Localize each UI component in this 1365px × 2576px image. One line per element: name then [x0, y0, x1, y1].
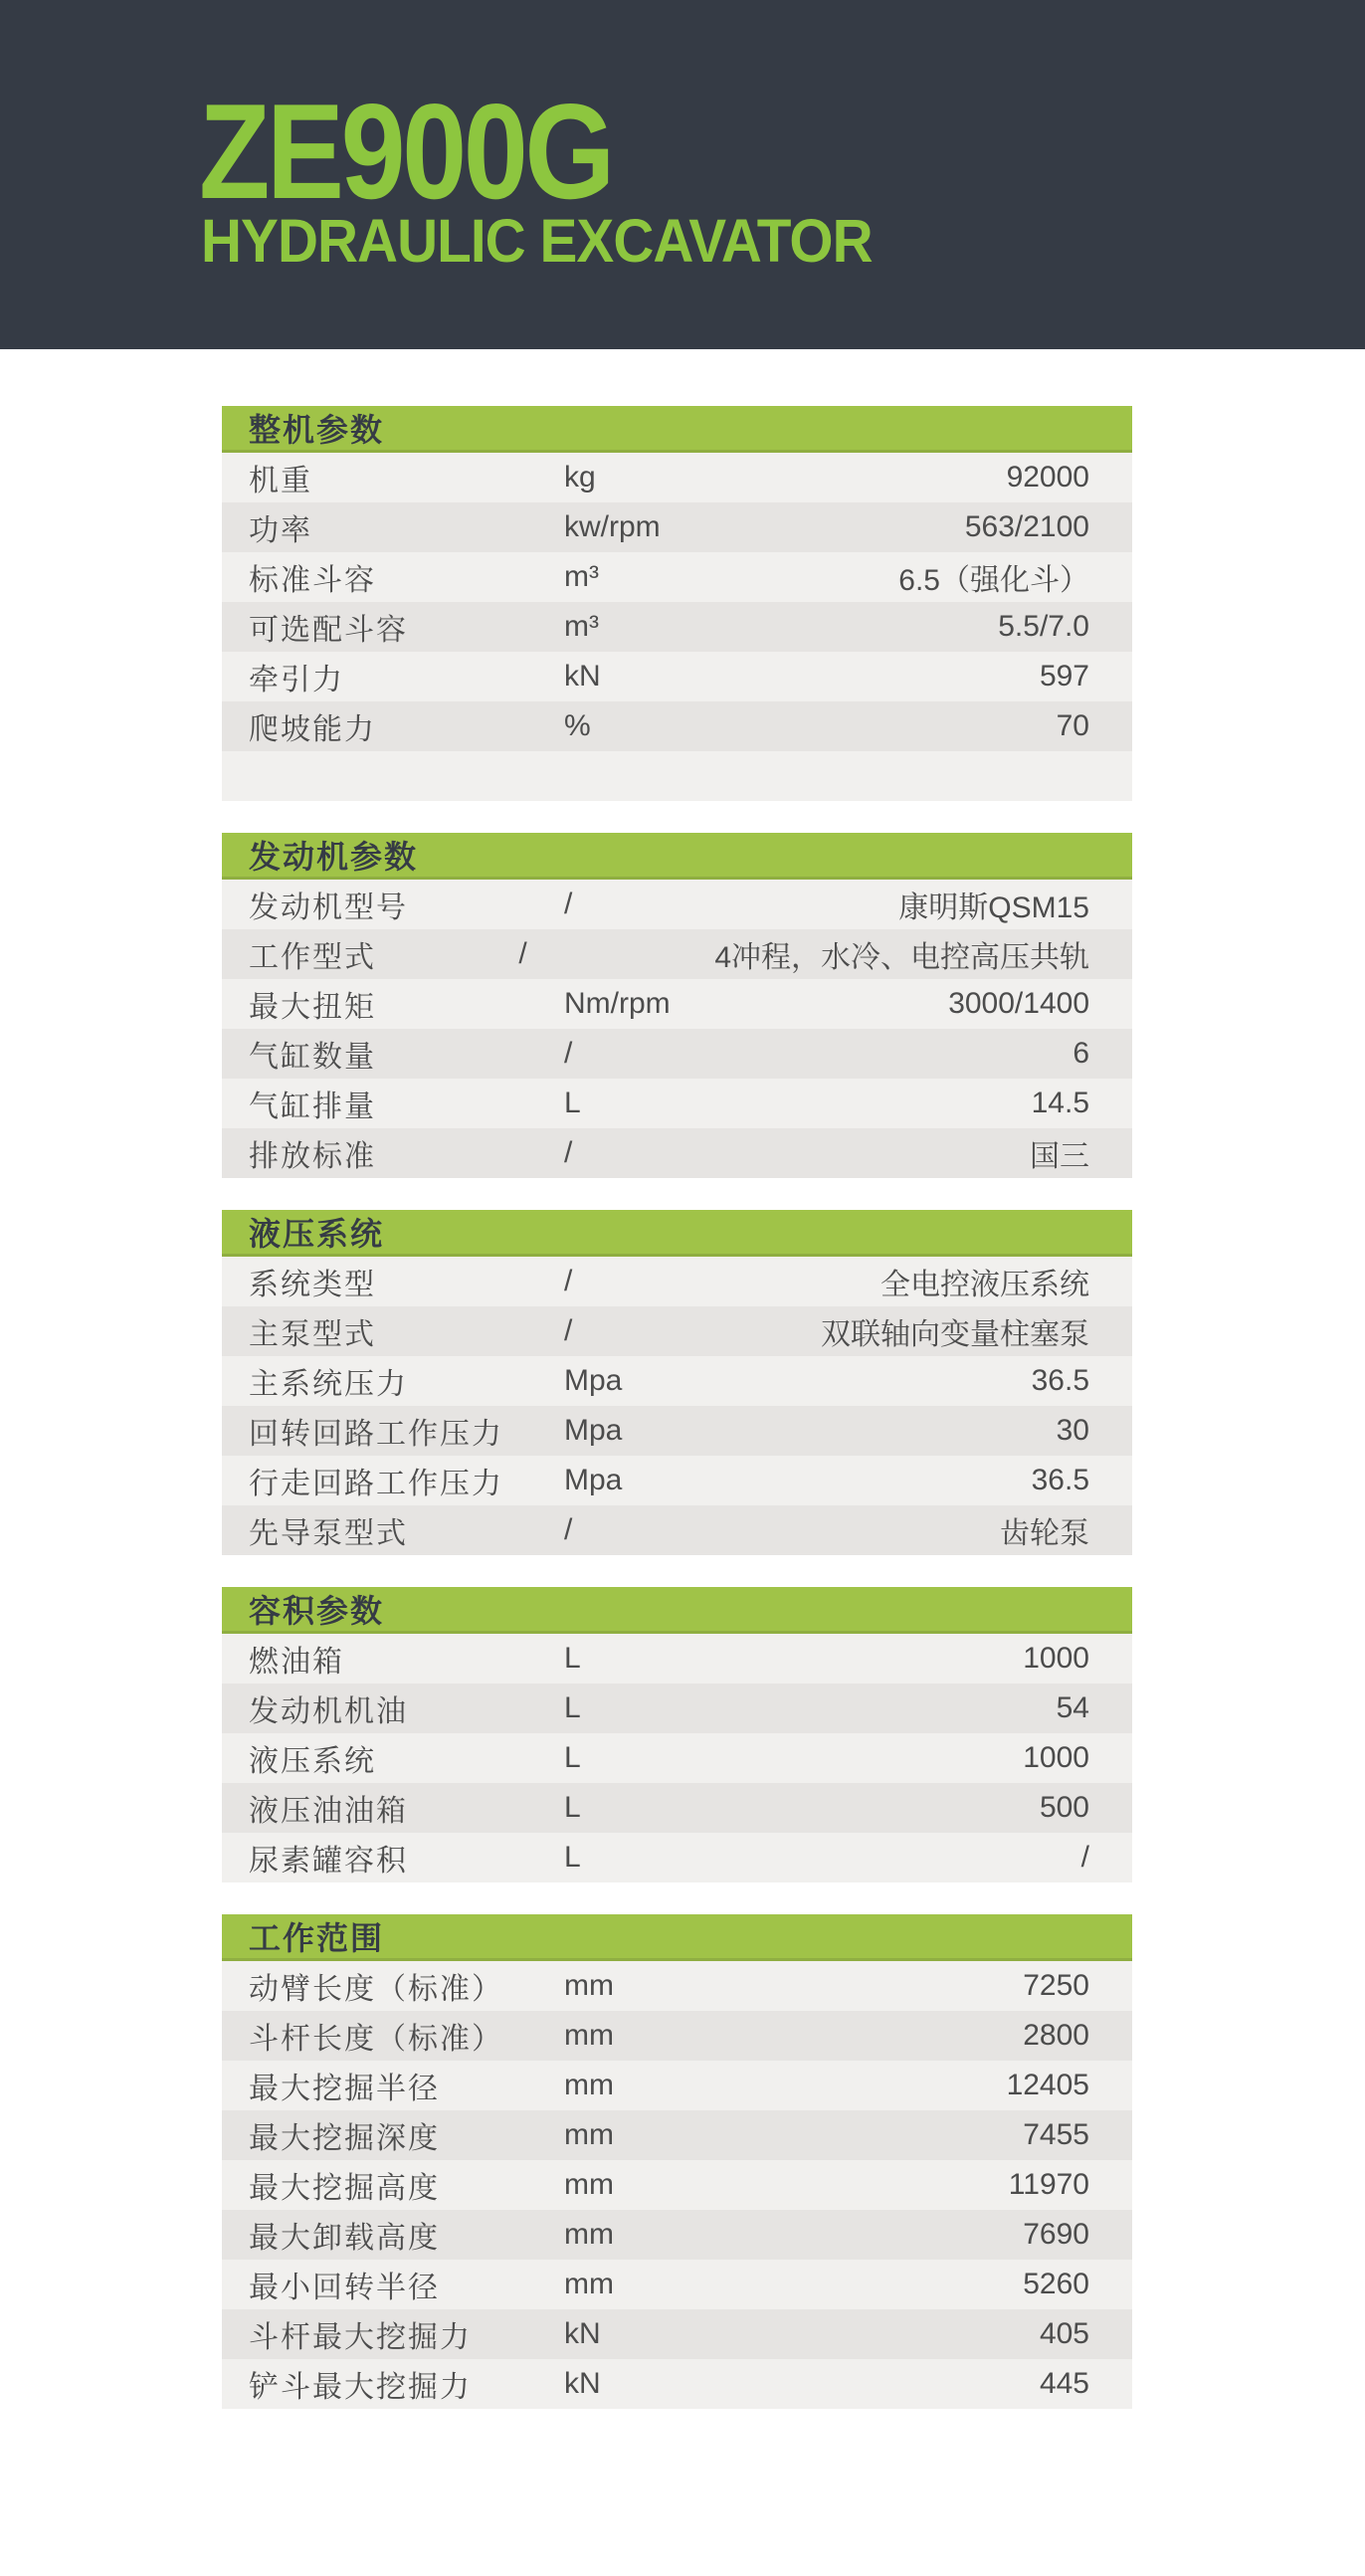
spec-row — [222, 2260, 1132, 2309]
spec-row-value: 6 — [1072, 1037, 1089, 1070]
spec-row-label: 最大挖掘半径 — [249, 2073, 440, 2105]
spec-row-label: 牵引力 — [249, 664, 344, 696]
spec-row-label: 气缸排量 — [249, 1090, 376, 1123]
spec-row-label: 行走回路工作压力 — [249, 1468, 503, 1500]
spec-table-body — [222, 453, 1132, 801]
spec-row — [222, 2061, 1132, 2110]
spec-row-unit: Mpa — [564, 1364, 623, 1397]
spec-table-title-bar — [222, 406, 1132, 453]
spec-row-unit: L — [564, 1741, 581, 1774]
spec-row — [222, 1128, 1132, 1178]
spec-row — [222, 1961, 1132, 2011]
spec-row-unit: L — [564, 1791, 581, 1824]
spec-row — [222, 880, 1132, 929]
spec-row — [222, 2210, 1132, 2260]
model-subtitle: HYDRAULIC EXCAVATOR — [201, 207, 873, 275]
spec-row-value: 92000 — [1006, 461, 1089, 494]
spec-row-label: 功率 — [249, 514, 312, 547]
spec-row — [222, 1356, 1132, 1406]
spec-row-value: 6.5（强化斗） — [898, 564, 1089, 597]
spec-row-value: 国三 — [1030, 1140, 1089, 1173]
spec-table — [222, 406, 1132, 801]
spec-row-unit: Nm/rpm — [564, 987, 671, 1020]
spec-row — [222, 652, 1132, 701]
spec-row-value: 7690 — [1023, 2218, 1089, 2251]
spec-row-label: 铲斗最大挖掘力 — [249, 2371, 472, 2404]
spec-row-label: 排放标准 — [249, 1140, 376, 1173]
spec-row-value: 全电控液压系统 — [880, 1269, 1089, 1301]
spec-row — [222, 1306, 1132, 1356]
spec-table-title: 发动机参数 — [249, 839, 419, 875]
spec-row — [222, 1079, 1132, 1128]
spec-row-value: 563/2100 — [964, 510, 1089, 543]
spec-row-unit: / — [564, 1314, 573, 1347]
spec-row — [222, 1783, 1132, 1833]
spec-row — [222, 1029, 1132, 1079]
spec-row-label: 主系统压力 — [249, 1368, 408, 1401]
spec-row-value: 445 — [1039, 2367, 1089, 2400]
spec-row-value: 7250 — [1023, 1969, 1089, 2002]
spec-row — [222, 2359, 1132, 2409]
spec-row-unit: / — [564, 888, 573, 920]
spec-table — [222, 833, 1132, 1178]
spec-table-title: 容积参数 — [249, 1593, 385, 1629]
spec-row-label: 最大扭矩 — [249, 991, 376, 1024]
spec-row-value: 11970 — [1008, 2168, 1089, 2201]
spec-row-value: 1000 — [1023, 1642, 1089, 1675]
spec-table-title-bar — [222, 1914, 1132, 1961]
spec-row-value: 54 — [1056, 1691, 1089, 1724]
spec-row-label: 发动机型号 — [249, 892, 408, 924]
spec-row-unit: mm — [564, 1969, 614, 2002]
spec-row-unit: mm — [564, 2218, 614, 2251]
spec-row-value: 30 — [1056, 1414, 1089, 1447]
spec-row-value: 14.5 — [1031, 1087, 1089, 1119]
spec-row-label: 主泵型式 — [249, 1318, 376, 1351]
spec-tables — [222, 349, 1132, 2409]
spec-row-unit: Mpa — [564, 1414, 623, 1447]
spec-row-unit: / — [564, 1136, 573, 1169]
spec-row-label: 液压油油箱 — [249, 1795, 408, 1828]
spec-row-value: 5260 — [1023, 2268, 1089, 2300]
spec-table-title-bar — [222, 833, 1132, 880]
spec-row-unit: L — [564, 1691, 581, 1724]
spec-row — [222, 2309, 1132, 2359]
spec-row-label: 液压系统 — [249, 1745, 376, 1778]
spec-row — [222, 2160, 1132, 2210]
spec-row — [222, 2011, 1132, 2061]
spec-row-value: 36.5 — [1031, 1464, 1089, 1496]
spec-table-title: 液压系统 — [249, 1216, 385, 1252]
spec-row-value: 36.5 — [1031, 1364, 1089, 1397]
spec-row-label: 斗杆最大挖掘力 — [249, 2321, 472, 2354]
spec-row-unit: mm — [564, 2118, 614, 2151]
spec-row-label: 最大挖掘深度 — [249, 2122, 440, 2155]
spec-row-value: 70 — [1056, 709, 1089, 742]
spec-row-value: 12405 — [1006, 2069, 1089, 2101]
spec-row — [222, 1634, 1132, 1684]
spec-row — [222, 2110, 1132, 2160]
spec-row — [222, 1833, 1132, 1882]
spec-row-unit: L — [564, 1087, 581, 1119]
spec-row — [222, 1733, 1132, 1783]
spec-row-value: 500 — [1039, 1791, 1089, 1824]
spec-row-unit: m³ — [564, 610, 599, 643]
brand-header — [0, 0, 1365, 349]
spec-row-value: 康明斯QSM15 — [898, 892, 1089, 924]
spec-row-unit: mm — [564, 2019, 614, 2052]
spec-row-unit: kN — [564, 2317, 601, 2350]
spec-row-value: 4冲程，水冷、电控高压共轨 — [714, 941, 1089, 974]
spec-row-value: 1000 — [1023, 1741, 1089, 1774]
spec-row-unit: L — [564, 1642, 581, 1675]
spec-row — [222, 1684, 1132, 1733]
spec-table — [222, 1914, 1132, 2409]
spec-row — [222, 602, 1132, 652]
spec-row-value: 5.5/7.0 — [998, 610, 1089, 643]
spec-row — [222, 502, 1132, 552]
spec-row-unit: mm — [564, 2268, 614, 2300]
spec-row — [222, 979, 1132, 1029]
spec-row-value: 双联轴向变量柱塞泵 — [821, 1318, 1089, 1351]
spec-row-unit: / — [564, 1513, 573, 1546]
spec-row-label: 爬坡能力 — [249, 713, 376, 746]
spec-row — [222, 1257, 1132, 1306]
spec-row-unit: % — [564, 709, 591, 742]
spec-row-label: 最小回转半径 — [249, 2272, 440, 2304]
spec-row-unit: Mpa — [564, 1464, 623, 1496]
spec-row-label: 发动机机油 — [249, 1695, 408, 1728]
spec-table-body — [222, 1634, 1132, 1882]
spec-row — [222, 1505, 1132, 1555]
spec-row-value: 3000/1400 — [948, 987, 1089, 1020]
spec-row-label: 斗杆长度（标准） — [249, 2023, 503, 2056]
spec-table-body — [222, 880, 1132, 1178]
spec-row — [222, 552, 1132, 602]
spec-row-value: 597 — [1039, 660, 1089, 693]
spec-table-title-bar — [222, 1587, 1132, 1634]
spec-row-unit: kw/rpm — [564, 510, 661, 543]
spec-row-unit: kN — [564, 660, 601, 693]
spec-table-title-bar — [222, 1210, 1132, 1257]
spec-row-value: 405 — [1039, 2317, 1089, 2350]
spec-row-value: 2800 — [1023, 2019, 1089, 2052]
spec-row-unit: kg — [564, 461, 596, 494]
spec-row-unit: mm — [564, 2168, 614, 2201]
spec-row-unit: / — [564, 1265, 573, 1297]
spec-row-label: 先导泵型式 — [249, 1517, 408, 1550]
spec-row-unit: L — [564, 1841, 581, 1874]
spec-row-unit: kN — [564, 2367, 601, 2400]
spec-row-label: 尿素罐容积 — [249, 1845, 408, 1878]
spec-row — [222, 1406, 1132, 1456]
spec-table-title: 工作范围 — [249, 1920, 385, 1956]
spec-row-unit: mm — [564, 2069, 614, 2101]
spec-row-label: 机重 — [249, 465, 312, 497]
spacer-row — [222, 751, 1132, 801]
spec-row — [222, 1456, 1132, 1505]
spec-table-body — [222, 1257, 1132, 1555]
spec-row-label: 可选配斗容 — [249, 614, 408, 647]
spec-table — [222, 1587, 1132, 1882]
spec-row-value: / — [1080, 1841, 1089, 1874]
spec-table-body — [222, 1961, 1132, 2409]
spec-row-label: 气缸数量 — [249, 1041, 376, 1074]
spec-row — [222, 929, 1132, 979]
spec-row-label: 系统类型 — [249, 1269, 376, 1301]
spec-table-title: 整机参数 — [249, 412, 385, 448]
spec-row — [222, 701, 1132, 751]
spec-table — [222, 1210, 1132, 1555]
spec-row-label: 标准斗容 — [249, 564, 376, 597]
spec-row-label: 动臂长度（标准） — [249, 1973, 503, 2006]
spec-row-label: 最大卸载高度 — [249, 2222, 440, 2255]
spec-row-label: 工作型式 — [249, 941, 376, 974]
model-title: ZE900G — [199, 76, 612, 227]
spec-row — [222, 453, 1132, 502]
spec-row-label: 回转回路工作压力 — [249, 1418, 503, 1451]
spec-row-value: 齿轮泵 — [1000, 1517, 1089, 1550]
spec-row-unit: / — [518, 937, 527, 970]
spec-row-unit: / — [564, 1037, 573, 1070]
spec-row-label: 燃油箱 — [249, 1646, 344, 1679]
spec-row-unit: m³ — [564, 560, 599, 593]
spec-row-label: 最大挖掘高度 — [249, 2172, 440, 2205]
spec-row-value: 7455 — [1023, 2118, 1089, 2151]
